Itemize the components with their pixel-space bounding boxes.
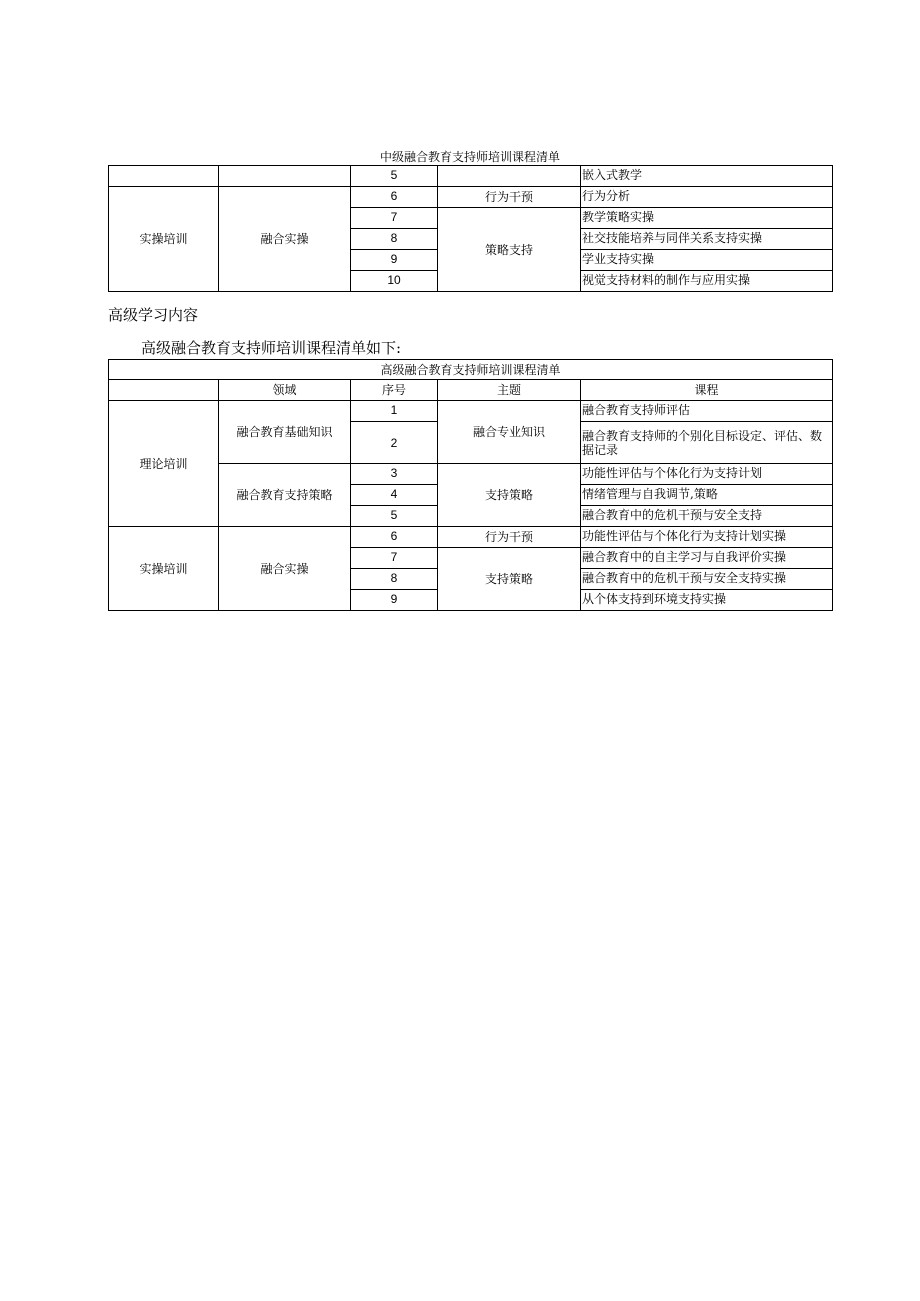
table-header-row <box>109 380 833 401</box>
course-number: 5 <box>351 506 438 527</box>
course-number: 7 <box>351 548 438 569</box>
course-number: 6 <box>351 187 438 208</box>
course-name: 融合教育中的危机干预与安全支持实操 <box>581 569 833 590</box>
empty-cell <box>219 166 351 187</box>
header-topic: 主题 <box>438 380 581 401</box>
course-number: 9 <box>351 590 438 611</box>
domain-cell: 融合实操 <box>219 187 351 292</box>
area-cell: 理论培训 <box>109 401 219 527</box>
course-number: 8 <box>351 229 438 250</box>
course-number: 10 <box>351 271 438 292</box>
course-number: 4 <box>351 485 438 506</box>
table-row <box>109 401 833 422</box>
area-cell: 实操培训 <box>109 187 219 292</box>
course-number: 1 <box>351 401 438 422</box>
section-heading: 高级学习内容 <box>108 306 199 324</box>
header-domain: 领域 <box>219 380 351 401</box>
header-number: 序号 <box>351 380 438 401</box>
course-name: 视觉支持材料的制作与应用实操 <box>581 271 833 292</box>
topic-cell: 融合专业知识 <box>438 401 581 464</box>
domain-cell: 融合教育基础知识 <box>219 401 351 464</box>
course-name: 融合教育中的自主学习与自我评价实操 <box>581 548 833 569</box>
table-row <box>109 187 833 208</box>
course-number: 8 <box>351 569 438 590</box>
course-name: 教学策略实操 <box>581 208 833 229</box>
intro-text: 高级融合教育支持师培训课程清单如下: <box>141 339 402 357</box>
topic-cell: 策略支持 <box>438 208 581 292</box>
topic-cell: 支持策略 <box>438 548 581 611</box>
table-row <box>109 166 833 187</box>
domain-cell: 融合实操 <box>219 527 351 611</box>
empty-cell <box>109 380 219 401</box>
course-number: 5 <box>351 166 438 187</box>
table-row <box>109 527 833 548</box>
empty-cell <box>109 166 219 187</box>
topic-cell: 行为干预 <box>438 527 581 548</box>
course-number: 7 <box>351 208 438 229</box>
course-name: 情绪管理与自我调节,策略 <box>581 485 833 506</box>
topic-cell: 行为干预 <box>438 187 581 208</box>
area-cell: 实操培训 <box>109 527 219 611</box>
course-name: 从个体支持到环境支持实操 <box>581 590 833 611</box>
header-course: 课程 <box>581 380 833 401</box>
table-title-row <box>109 360 833 380</box>
course-name: 功能性评估与个体化行为支持计划 <box>581 464 833 485</box>
course-number: 2 <box>351 422 438 464</box>
domain-cell: 融合教育支持策略 <box>219 464 351 527</box>
course-number: 3 <box>351 464 438 485</box>
course-number: 6 <box>351 527 438 548</box>
course-name: 嵌入式教学 <box>581 166 833 187</box>
table-title: 高级融合教育支持师培训课程清单 <box>109 360 833 380</box>
course-name: 融合教育支持师评估 <box>581 401 833 422</box>
course-name: 社交技能培养与同伴关系支持实操 <box>581 229 833 250</box>
course-number: 9 <box>351 250 438 271</box>
topic-cell: 支持策略 <box>438 464 581 527</box>
course-name: 学业支持实操 <box>581 250 833 271</box>
empty-cell <box>438 166 581 187</box>
mid-course-table <box>108 165 833 292</box>
course-name: 行为分析 <box>581 187 833 208</box>
course-name: 融合教育支持师的个别化目标设定、评估、数据记录 <box>581 422 833 464</box>
course-name: 功能性评估与个体化行为支持计划实操 <box>581 527 833 548</box>
adv-course-table <box>108 359 833 611</box>
course-name: 融合教育中的危机干预与安全支持 <box>581 506 833 527</box>
mid-table-caption: 中级融合教育支持师培训课程清单 <box>379 150 560 164</box>
